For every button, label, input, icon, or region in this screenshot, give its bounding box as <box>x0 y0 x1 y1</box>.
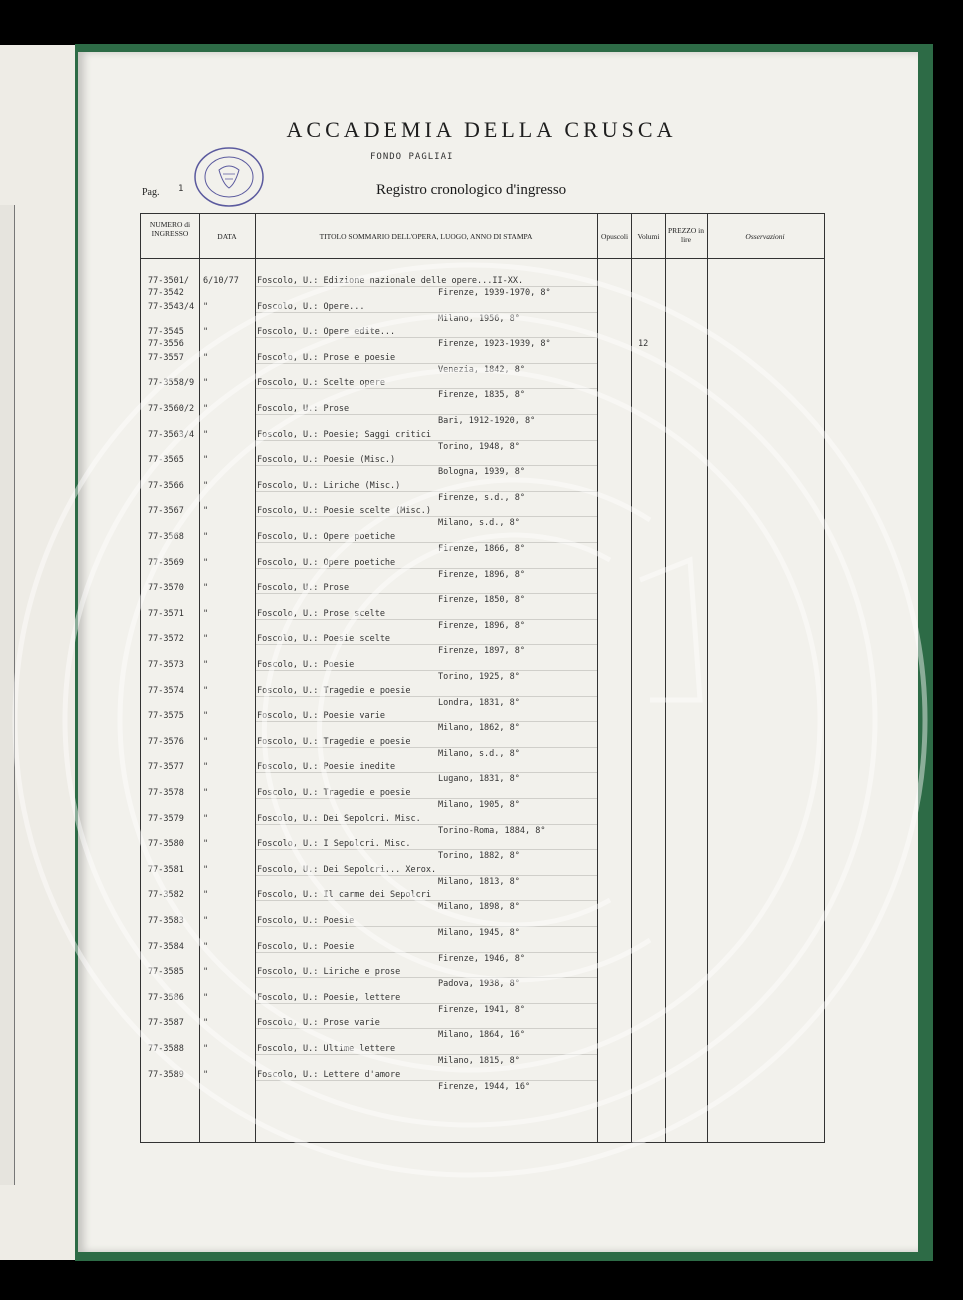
entry-date: " <box>203 301 209 312</box>
entry-title: Foscolo, U.: Liriche e prose <box>257 967 401 978</box>
entry-place: Firenze, 1923-1939, 8° <box>438 339 551 350</box>
entry-date: " <box>203 429 209 440</box>
entry-date: " <box>203 967 209 978</box>
entry-date: " <box>203 327 209 338</box>
entry-number: 77-3582 <box>148 890 184 901</box>
entry-title: Foscolo, U.: Lettere d'amore <box>257 1069 401 1080</box>
entry-number: 77-3569 <box>148 557 184 568</box>
row-rule <box>256 670 597 671</box>
entry-place: Firenze, 1850, 8° <box>438 595 525 606</box>
entry-place: Lugano, 1831, 8° <box>438 774 520 785</box>
entry-date: " <box>203 864 209 875</box>
entry-place: Milano, 1864, 16° <box>438 1030 525 1041</box>
entry-date: " <box>203 455 209 466</box>
entry-date: " <box>203 583 209 594</box>
entry-place: Milano, 1898, 8° <box>438 902 520 913</box>
entry-date: " <box>203 890 209 901</box>
entry-number: 77-3563/4 <box>148 429 195 440</box>
entry-place: Bologna, 1939, 8° <box>438 467 525 478</box>
row-rule <box>256 1028 597 1029</box>
row-rule <box>256 312 597 313</box>
entry-date: " <box>203 941 209 952</box>
entry-date: " <box>203 813 209 824</box>
row-rule <box>256 900 597 901</box>
library-stamp-icon <box>193 146 265 208</box>
entry-title: Foscolo, U.: Tragedie e poesie <box>257 788 411 798</box>
entry-place: Torino-Roma, 1884, 8° <box>438 825 546 836</box>
row-rule <box>256 516 597 517</box>
page-title: ACCADEMIA DELLA CRUSCA <box>286 117 677 142</box>
entry-number: 77-3584 <box>148 941 184 952</box>
entry-title: Foscolo, U.: Ultime lettere <box>257 1044 396 1054</box>
register-table <box>140 213 825 1143</box>
entry-date: " <box>203 685 209 696</box>
entry-place: Torino, 1948, 8° <box>438 441 520 452</box>
entry-number: 77-3579 <box>148 813 184 824</box>
entry-place: Firenze, 1896, 8° <box>438 620 525 631</box>
entry-title: Foscolo, U.: Poesie inedite <box>257 762 396 773</box>
row-rule <box>256 721 597 722</box>
row-rule <box>256 593 597 594</box>
entry-place: Firenze, 1941, 8° <box>438 1004 525 1015</box>
entry-number: 77-3575 <box>148 711 184 722</box>
entry-title: Foscolo, U.: Opere edite... <box>257 327 396 338</box>
entry-date: " <box>203 711 209 722</box>
fund-subtitle: FONDO PAGLIAI <box>370 152 454 162</box>
entry-number: 77-3570 <box>148 583 184 594</box>
entry-date: " <box>203 506 209 517</box>
entry-place: Milano, 1905, 8° <box>438 800 520 810</box>
entry-volumi: 12 <box>638 339 649 350</box>
row-rule <box>256 440 597 441</box>
entry-title: Foscolo, U.: Opere poetiche <box>257 557 396 568</box>
entry-date: " <box>203 532 209 542</box>
entry-place: Torino, 1882, 8° <box>438 851 520 862</box>
entry-number: 77-3557 <box>148 352 184 363</box>
entry-date: " <box>203 1069 209 1080</box>
entry-number: 77-3571 <box>148 608 184 619</box>
entry-title: Foscolo, U.: Dei Sepolcri. Misc. <box>257 813 421 824</box>
row-rule <box>256 798 597 799</box>
page-label: Pag. <box>142 187 160 198</box>
entry-title: Foscolo, U.: Liriche (Misc.) <box>257 480 401 491</box>
entry-title: Foscolo, U.: Prose e poesie <box>257 352 396 363</box>
row-rule <box>256 875 597 876</box>
entry-date: " <box>203 352 209 363</box>
row-rule <box>256 772 597 773</box>
row-rule <box>256 1080 597 1081</box>
col-header-numero: NUMERO di INGRESSO <box>149 220 191 238</box>
entry-number: 77-3581 <box>148 864 184 875</box>
entry-number: 77-3583 <box>148 916 184 926</box>
entry-number: 77-3578 <box>148 788 184 798</box>
col-header-data: DATA <box>217 232 237 241</box>
left-page-edge <box>0 205 15 1185</box>
col-header-titolo: TITOLO SOMMARIO DELL'OPERA, LUOGO, ANNO DI STAMPA <box>319 232 533 241</box>
entry-title: Foscolo, U.: Prose <box>257 404 350 414</box>
entry-number: 77-3580 <box>148 839 184 850</box>
entry-number: 77-3545 <box>148 327 184 338</box>
entry-title: Foscolo, U.: Poesie (Misc.) <box>257 455 396 466</box>
entry-number: 77-3566 <box>148 480 184 491</box>
entry-place: Torino, 1925, 8° <box>438 672 520 682</box>
entry-date: " <box>203 762 209 773</box>
entry-place: Firenze, s.d., 8° <box>438 492 525 503</box>
col-header-prezzo: PREZZO in lire <box>667 226 705 244</box>
entry-title: Foscolo, U.: Poesie varie <box>257 711 385 722</box>
row-rule <box>256 824 597 825</box>
entry-number-end: 77-3556 <box>148 339 184 350</box>
entry-date: " <box>203 404 209 414</box>
row-rule <box>256 414 597 415</box>
left-page <box>0 45 82 1260</box>
entry-title: Foscolo, U.: Tragedie e poesie <box>257 736 411 747</box>
entry-date: " <box>203 557 209 568</box>
row-rule <box>256 363 597 364</box>
entry-title: Foscolo, U.: Scelte opere <box>257 378 385 389</box>
row-rule <box>256 926 597 927</box>
entry-place: Venezia, 1842, 8° <box>438 364 525 375</box>
entry-place: Milano, 1813, 8° <box>438 876 520 887</box>
entry-title: Foscolo, U.: Opere poetiche <box>257 532 396 542</box>
entry-title: Foscolo, U.: Prose varie <box>257 1018 380 1029</box>
entry-title: Foscolo, U.: Poesie <box>257 660 355 670</box>
entry-number: 77-3565 <box>148 455 184 466</box>
entry-title: Foscolo, U.: Prose <box>257 583 350 594</box>
row-rule <box>256 977 597 978</box>
entry-date: " <box>203 788 209 798</box>
entry-place: Firenze, 1866, 8° <box>438 544 525 554</box>
row-rule <box>256 696 597 697</box>
page-number: 1 <box>178 184 184 194</box>
register-heading: Registro cronologico d'ingresso <box>376 182 567 198</box>
row-rule <box>256 491 597 492</box>
row-rule <box>256 952 597 953</box>
entry-date: " <box>203 736 209 747</box>
entry-number: 77-3587 <box>148 1018 184 1029</box>
entry-number: 77-3501/ <box>148 276 189 286</box>
col-header-volumi: Volumi <box>637 232 660 241</box>
entry-title: Foscolo, U.: Edizione nazionale delle opere...II-XX. <box>257 276 524 286</box>
entry-title: Foscolo, U.: Poesie scelte <box>257 634 391 645</box>
entry-date: " <box>203 992 209 1003</box>
row-rule <box>256 568 597 569</box>
entry-place: Milano, 1956, 8° <box>438 313 520 324</box>
entry-title: Foscolo, U.: Tragedie e poesie <box>257 685 411 696</box>
row-rule <box>256 1054 597 1055</box>
row-rule <box>256 747 597 748</box>
entry-date: " <box>203 378 209 389</box>
entry-place: Firenze, 1946, 8° <box>438 953 525 964</box>
entry-place: Milano, 1862, 8° <box>438 723 520 734</box>
entry-title: Foscolo, U.: Poesie <box>257 941 355 952</box>
entry-title: Foscolo, U.: Prose scelte <box>257 608 385 619</box>
row-rule <box>256 1003 597 1004</box>
entry-number: 77-3558/9 <box>148 378 195 389</box>
entry-title: Foscolo, U.: Poesie scelte (Misc.) <box>257 506 431 517</box>
row-rule <box>256 337 597 338</box>
row-rule <box>256 644 597 645</box>
entry-place: Milano, 1945, 8° <box>438 928 520 938</box>
entry-number: 77-3560/2 <box>148 404 195 414</box>
entry-number-end: 77-3542 <box>148 288 184 298</box>
entry-title: Foscolo, U.: Dei Sepolcri... Xerox. <box>257 864 437 875</box>
entry-number: 77-3589 <box>148 1069 184 1080</box>
entry-number: 77-3588 <box>148 1044 184 1054</box>
row-rule <box>256 388 597 389</box>
row-rule <box>256 465 597 466</box>
entry-date: " <box>203 1018 209 1029</box>
entry-number: 77-3585 <box>148 967 184 978</box>
entry-date: " <box>203 608 209 619</box>
entry-number: 77-3577 <box>148 762 184 773</box>
entry-title: Foscolo, U.: Opere... <box>257 301 365 312</box>
col-header-opuscoli: Opuscoli <box>600 232 629 241</box>
entry-place: Milano, s.d., 8° <box>438 748 520 759</box>
entry-place: Milano, 1815, 8° <box>438 1056 520 1066</box>
entry-number: 77-3567 <box>148 506 184 517</box>
entry-date: " <box>203 1044 209 1054</box>
entry-place: Firenze, 1944, 16° <box>438 1081 531 1092</box>
row-rule <box>256 849 597 850</box>
entry-number: 77-3573 <box>148 660 184 670</box>
entry-place: Firenze, 1835, 8° <box>438 390 525 401</box>
entry-number: 77-3543/4 <box>148 301 195 312</box>
entry-place: Firenze, 1896, 8° <box>438 569 525 580</box>
entry-date: 6/10/77 <box>203 276 239 286</box>
entry-number: 77-3568 <box>148 532 184 542</box>
row-rule <box>256 542 597 543</box>
col-header-osservazioni: Osservazioni <box>745 232 785 241</box>
entry-date: " <box>203 660 209 670</box>
entry-title: Foscolo, U.: Poesie <box>257 916 355 926</box>
entry-number: 77-3576 <box>148 736 184 747</box>
entry-date: " <box>203 634 209 645</box>
entry-number: 77-3574 <box>148 685 184 696</box>
entry-place: Firenze, 1939-1970, 8° <box>438 288 551 298</box>
entry-place: Padova, 1938, 8° <box>438 979 520 990</box>
row-rule <box>256 286 597 287</box>
entry-title: Foscolo, U.: Il carme dei Sepolcri <box>257 890 431 901</box>
entry-date: " <box>203 480 209 491</box>
entry-title: Foscolo, U.: I Sepolcri. Misc. <box>257 839 411 850</box>
entry-place: Bari, 1912-1920, 8° <box>438 416 536 426</box>
entry-place: Firenze, 1897, 8° <box>438 646 525 657</box>
entry-date: " <box>203 839 209 850</box>
row-rule <box>256 619 597 620</box>
entry-date: " <box>203 916 209 926</box>
entry-place: Londra, 1831, 8° <box>438 697 520 708</box>
entry-number: 77-3586 <box>148 992 184 1003</box>
entry-title: Foscolo, U.: Poesie, lettere <box>257 992 401 1003</box>
entry-number: 77-3572 <box>148 634 184 645</box>
entry-title: Foscolo, U.: Poesie; Saggi critici <box>257 429 431 440</box>
entry-place: Milano, s.d., 8° <box>438 518 520 529</box>
